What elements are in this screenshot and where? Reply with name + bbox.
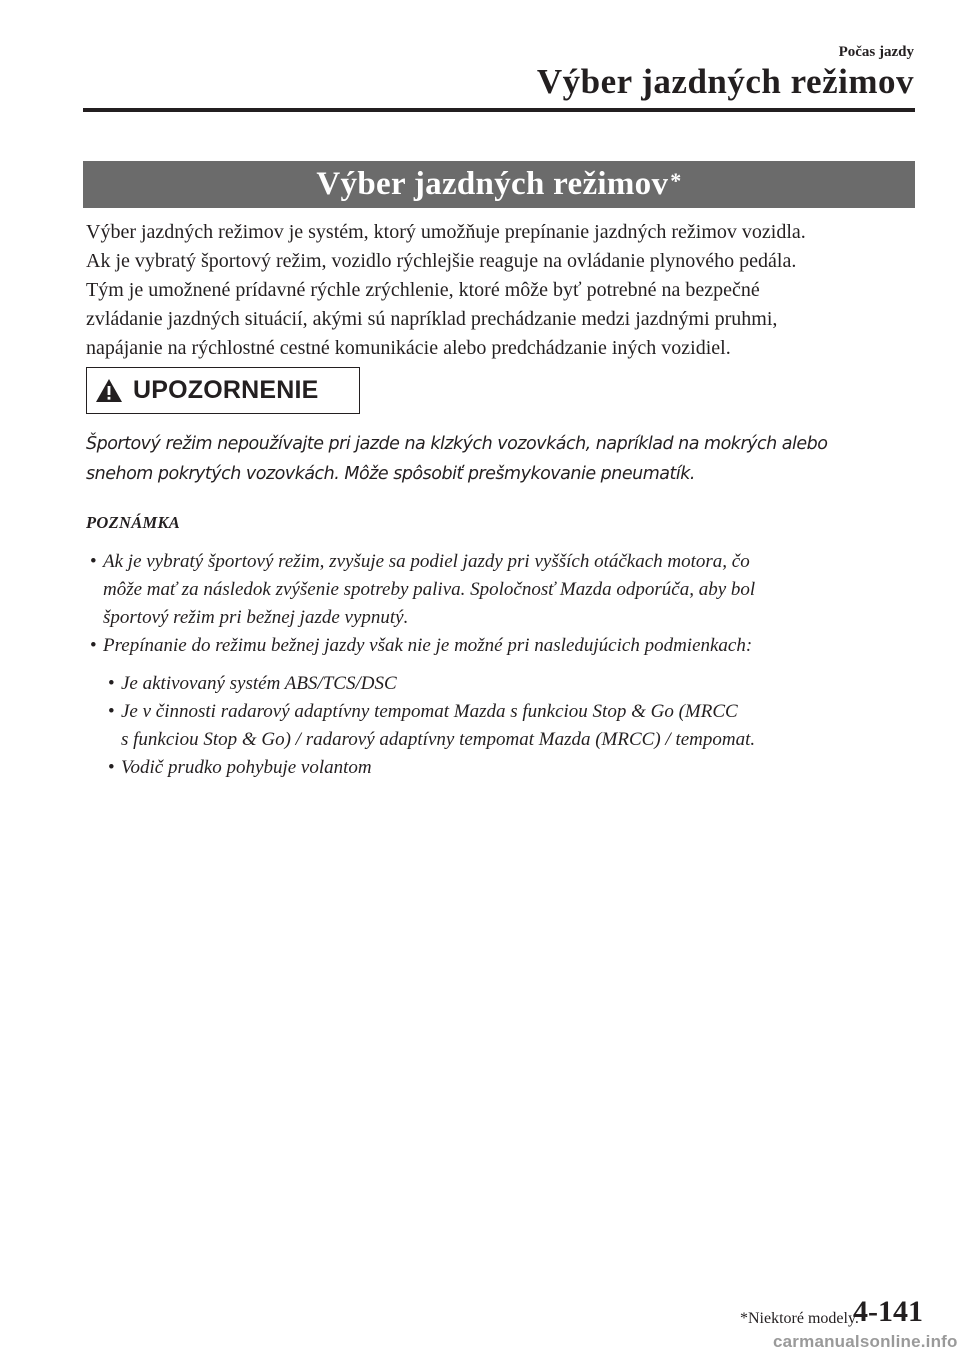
note-heading: POZNÁMKA <box>86 513 181 532</box>
intro-line: zvládanie jazdných situácií, akými sú napríklad prechádzanie medzi jazdnými pruhmi, <box>86 308 778 330</box>
condition-list <box>86 670 926 782</box>
list-item <box>104 670 926 698</box>
bullet: • <box>90 635 97 656</box>
list-item <box>86 632 926 660</box>
section-title: Výber jazdných režimov <box>316 166 669 202</box>
page-number: 4-141 <box>853 1295 923 1328</box>
condition-line: Vodič prudko pohybuje volantom <box>121 757 372 778</box>
header-rule <box>83 108 915 112</box>
intro-line: napájanie na rýchlostné cestné komunikácie alebo predchádzanie iných vozidiel. <box>86 337 731 359</box>
intro-line: Tým je umožnené prídavné rýchle zrýchlenie, ktoré môže byť potrebné na bezpečné <box>86 279 760 301</box>
note-line: môže mať za následok zvýšenie spotreby paliva. Spoločnosť Mazda odporúča, aby bol <box>103 579 756 600</box>
condition-line: s funkciou Stop & Go) / radarový adaptívny tempomat Mazda (MRCC) / tempomat. <box>121 729 756 750</box>
bullet: • <box>108 673 115 694</box>
warning-line: snehom pokrytých vozovkách. Môže spôsobiť prešmykovanie pneumatík. <box>86 464 695 484</box>
model-asterisk: * <box>670 167 682 193</box>
intro-paragraph <box>86 218 926 363</box>
note-line: Ak je vybratý športový režim, zvyšuje sa podiel jazdy pri vyšších otáčkach motora, čo <box>103 551 750 572</box>
running-header-title: Výber jazdných režimov <box>536 62 914 101</box>
intro-line: Ak je vybratý športový režim, vozidlo rýchlejšie reaguje na ovládanie plynového pedála. <box>86 250 797 272</box>
intro-line: Výber jazdných režimov je systém, ktorý umožňuje prepínanie jazdných režimov vozidla. <box>86 221 806 243</box>
note-list <box>86 548 926 782</box>
condition-line: Je aktivovaný systém ABS/TCS/DSC <box>121 673 397 694</box>
list-item <box>86 548 926 632</box>
warning-text <box>86 429 926 489</box>
note-line: Prepínanie do režimu bežnej jazdy však nie je možné pri nasledujúcich podmienkach: <box>103 635 753 656</box>
watermark: carmanualsonline.info <box>773 1332 958 1351</box>
footnote: *Niektoré modely. <box>740 1310 859 1327</box>
warning-label: UPOZORNENIE <box>133 376 319 404</box>
warning-line: Športový režim nepoužívajte pri jazde na klzkých vozovkách, napríklad na mokrých alebo <box>86 434 828 454</box>
section-banner <box>83 161 915 208</box>
condition-line: Je v činnosti radarový adaptívny tempomat Mazda s funkciou Stop & Go (MRCC <box>121 701 738 722</box>
bullet: • <box>108 701 115 722</box>
note-line: športový režim pri bežnej jazde vypnutý. <box>103 607 409 628</box>
warning-label-box <box>86 367 360 414</box>
bullet: • <box>90 551 97 572</box>
warning-triangle-icon <box>95 378 123 403</box>
list-item <box>104 698 926 754</box>
bullet: • <box>108 757 115 778</box>
list-item <box>104 754 926 782</box>
running-header-section: Počas jazdy <box>838 44 914 60</box>
